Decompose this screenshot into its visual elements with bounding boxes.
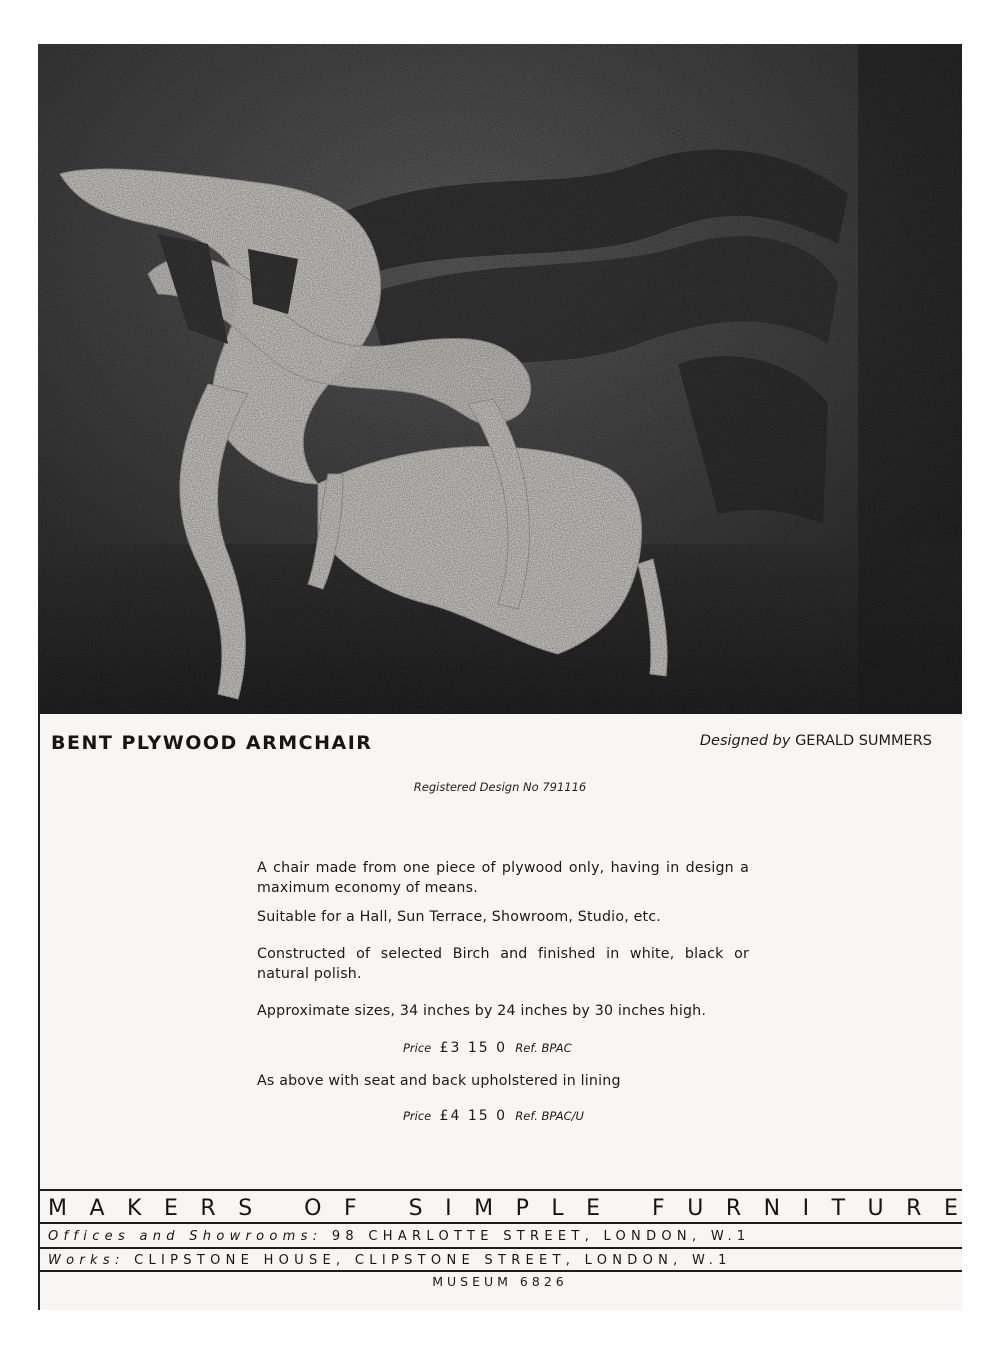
works-street: CLIPSTONE HOUSE, CLIPSTONE STREET, LONDON, W.1 [134,1253,732,1268]
price-label: Price [403,1109,432,1123]
makers-letter: R [906,1196,922,1221]
offices-label: Offices and Showrooms: [48,1229,323,1244]
price-ref: Ref. BPAC [515,1041,572,1055]
description-paragraph: As above with seat and back upholstered in lining [257,1073,621,1089]
makers-letter: P [515,1196,529,1221]
offices-street: 98 CHARLOTTE STREET, LONDON, W.1 [331,1229,751,1244]
left-border-rule [38,714,40,1310]
makers-letter: T [831,1196,846,1221]
catalogue-page [38,44,962,1310]
makers-letter: M [48,1196,67,1221]
description-paragraph: Approximate sizes, 34 inches by 24 inches by 30 inches high. [257,1003,707,1019]
makers-letter [379,1196,386,1221]
product-title: BENT PLYWOOD ARMCHAIR [51,732,373,754]
price-amount: £4 15 0 [439,1108,507,1124]
registered-design-number: Registered Design No 791116 [413,780,587,794]
makers-letter: L [551,1196,564,1221]
works-address [48,1253,958,1268]
makers-letter: U [687,1196,704,1221]
footer-rule [38,1222,962,1224]
works-label: Works: [48,1253,125,1268]
makers-banner [48,1196,958,1221]
makers-letter: I [802,1196,810,1221]
makers-letter: K [127,1196,142,1221]
makers-letter: A [89,1196,105,1221]
makers-letter: S [408,1196,423,1221]
makers-letter: I [445,1196,452,1221]
makers-letter: M [474,1196,494,1221]
makers-letter: O [304,1196,322,1221]
designer-name: GERALD SUMMERS [795,733,932,749]
price-line [403,1108,584,1124]
designer-prefix: Designed by [699,733,791,749]
makers-letter [275,1196,282,1221]
footer-rule [38,1189,962,1191]
offices-address [48,1229,958,1244]
makers-letter: F [652,1196,665,1221]
price-label: Price [403,1041,432,1055]
makers-letter: E [163,1196,178,1221]
telephone-number: MUSEUM 6826 [432,1274,568,1289]
makers-letter: F [343,1196,357,1221]
description-paragraph: Suitable for a Hall, Sun Terrace, Showroom, Studio, etc. [257,909,662,925]
makers-letter: U [867,1196,884,1221]
description-paragraph: Constructed of selected Birch and finished in white, black or natural polish. [257,946,749,982]
makers-letter: R [725,1196,742,1221]
makers-letter: E [586,1196,601,1221]
makers-letter: E [943,1196,958,1221]
designer-credit [700,733,932,749]
chair-photograph [38,44,962,714]
makers-letter: R [200,1196,216,1221]
footer-rule [38,1270,962,1272]
description-paragraph: A chair made from one piece of plywood only, having in design a maximum economy of means. [257,860,749,896]
price-amount: £3 15 0 [439,1040,507,1056]
makers-letter: N [763,1196,781,1221]
price-line [403,1040,572,1056]
price-ref: Ref. BPAC/U [515,1109,584,1123]
makers-letter [623,1196,630,1221]
footer-rule [38,1247,962,1249]
makers-letter: S [238,1196,253,1221]
